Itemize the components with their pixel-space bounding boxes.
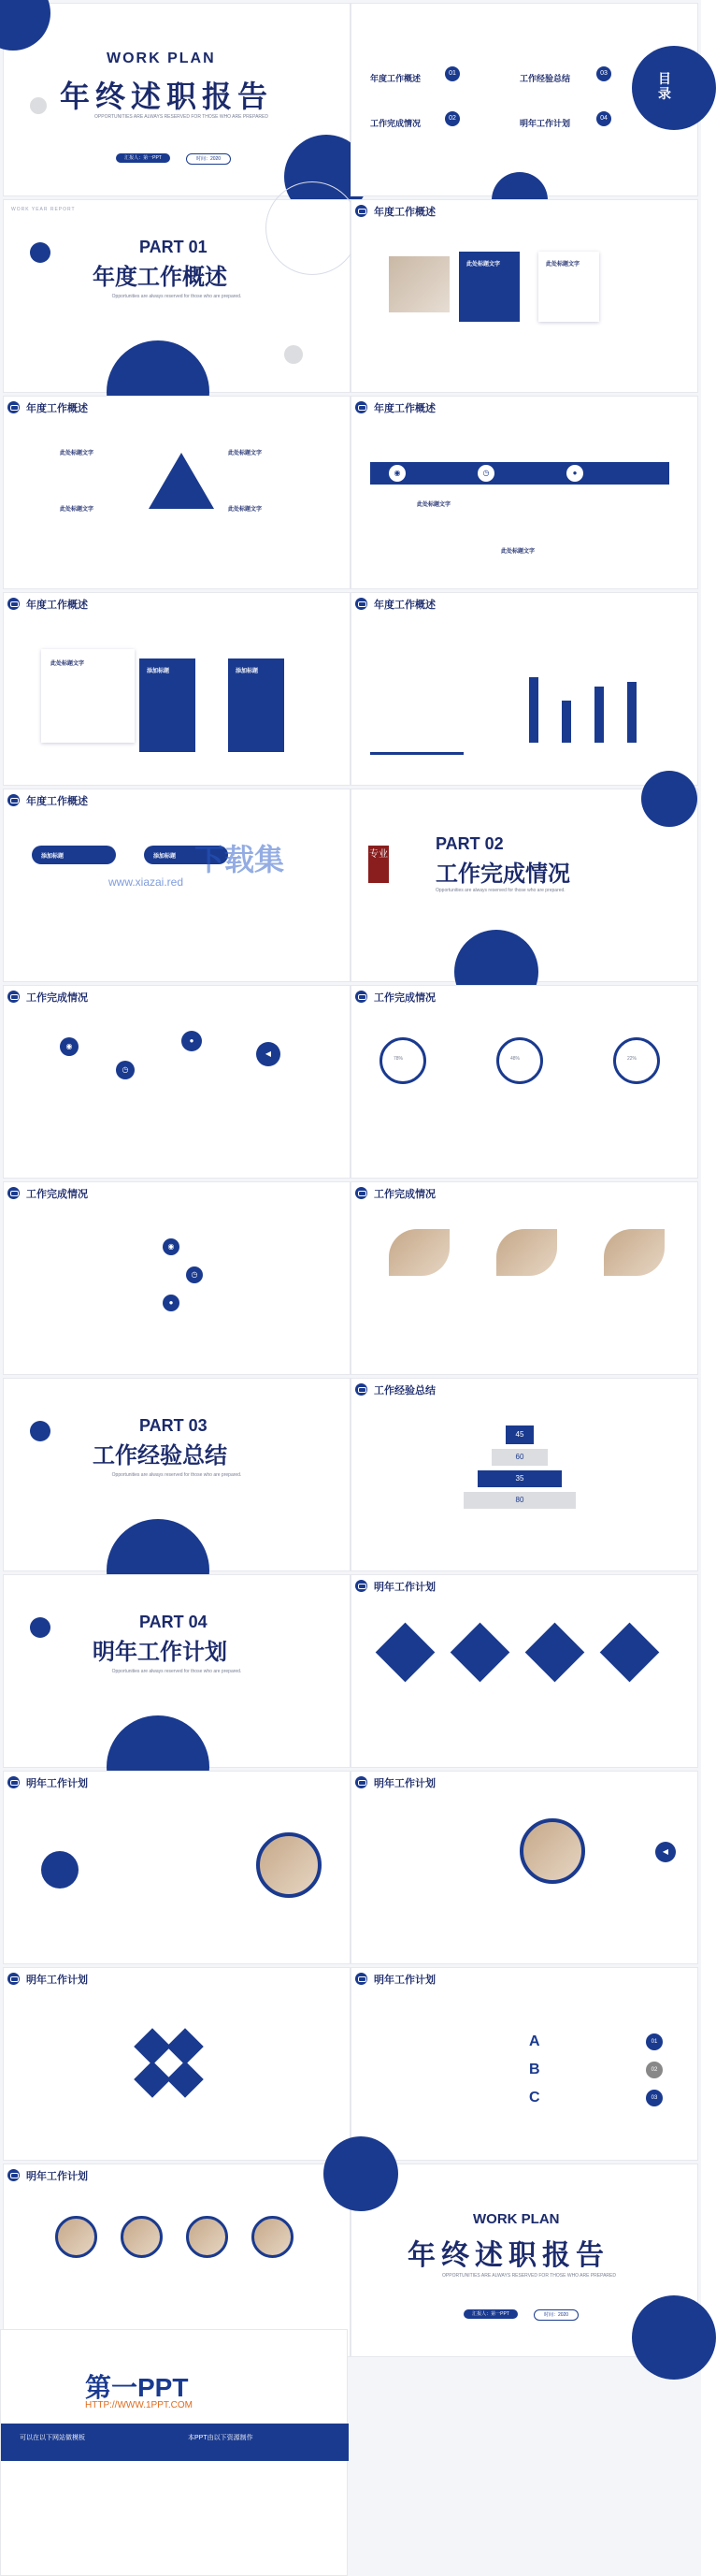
footer-brand: 第一PPT	[85, 2373, 189, 2402]
completion-slide-3[interactable]: 工作完成情况 ◉ ◷ ●	[3, 1181, 351, 1375]
seal: 专业	[368, 846, 389, 883]
overview-slide-3[interactable]: 年度工作概述 ◉ ◷ ● 此处标题文字 此处标题文字	[351, 396, 698, 589]
toc-num-4: 04	[596, 111, 611, 126]
overview-chart-slide[interactable]: 年度工作概述	[351, 592, 698, 786]
overview-slide-2[interactable]: 年度工作概述 此处标题文字 此处标题文字 此处标题文字 此处标题文字	[3, 396, 351, 589]
cover-title-cn: 年终述职报告	[60, 80, 274, 113]
toc-item-2[interactable]: 工作经验总结	[520, 74, 571, 83]
part2-slide[interactable]: PART 02 工作完成情况 Opportunities are always reserved for those who are prepared. 下载集 www.xiazai.red 专业	[351, 789, 698, 982]
part1-slide[interactable]: WORK YEAR REPORT PART 01 年度工作概述 Opportunities are always reserved for those who are prepared.	[3, 199, 351, 393]
plan-slide-6[interactable]: 明年工作计划	[3, 2164, 351, 2357]
part1-label: PART 01	[139, 238, 208, 256]
watermark-url: www.xiazai.red	[108, 876, 184, 889]
part1-sub: Opportunities are always reserved for those who are prepared.	[111, 294, 242, 299]
cover-sub: OPPORTUNITIES ARE ALWAYS RESERVED FOR THOSE WHO ARE PREPARED	[94, 114, 268, 120]
plan-slide-4[interactable]: 明年工作计划	[3, 1967, 351, 2161]
toc-num-1: 01	[445, 66, 460, 81]
cover-title-en: WORK PLAN	[107, 51, 216, 66]
part2-label: PART 02	[436, 834, 504, 853]
toc-item-4[interactable]: 明年工作计划	[520, 119, 571, 128]
toc-item-1[interactable]: 年度工作概述	[370, 74, 422, 83]
footer-panel: 第一PPT HTTP://WWW.1PPT.COM 可以在以下网站做模板 本PPT由以下资源制作	[0, 2329, 348, 2576]
reporter-pill: 汇报人：第一PPT	[116, 153, 170, 163]
completion-slide-4[interactable]: 工作完成情况	[351, 1181, 698, 1375]
date-pill: 时间：2020	[186, 153, 231, 165]
plan-slide-2[interactable]: 明年工作计划	[3, 1771, 351, 1964]
toc-num-2: 02	[445, 111, 460, 126]
office-photo	[389, 256, 450, 312]
toc-item-3[interactable]: 工作完成情况	[370, 119, 422, 128]
overview-slide-4[interactable]: 年度工作概述 此处标题文字 添加标题 添加标题	[3, 592, 351, 786]
part2-title: 工作完成情况	[436, 861, 570, 887]
toc-num-3: 03	[596, 66, 611, 81]
watermark-cn: 下载集	[193, 843, 284, 876]
part1-title: 年度工作概述	[93, 265, 227, 290]
toc-label: 目录	[658, 71, 671, 101]
plan-slide-1[interactable]: 明年工作计划	[351, 1574, 698, 1768]
ending-slide[interactable]: WORK PLAN 年终述职报告 OPPORTUNITIES ARE ALWAYS RESERVED FOR THOSE WHO ARE PREPARED 汇报人：第一PPT 时间：2020	[351, 2164, 698, 2357]
experience-slide[interactable]: 工作经验总结 45 60 35 80	[351, 1378, 698, 1571]
footer-url[interactable]: HTTP://WWW.1PPT.COM	[85, 2400, 193, 2410]
plan-slide-3[interactable]: 明年工作计划 ◀	[351, 1771, 698, 1964]
overview-slide-5[interactable]: 年度工作概述 添加标题 添加标题	[3, 789, 351, 982]
overview-slide-1[interactable]: 年度工作概述 此处标题文字 此处标题文字	[351, 199, 698, 393]
completion-slide-1[interactable]: 工作完成情况 ◉ ◷ ● ◀	[3, 985, 351, 1179]
completion-slide-2[interactable]: 工作完成情况 78% 48% 22%	[351, 985, 698, 1179]
cover-slide[interactable]	[3, 3, 351, 196]
toc-slide[interactable]	[351, 3, 698, 196]
plan-slide-5[interactable]: 明年工作计划 A B C 01 02 03	[351, 1967, 698, 2161]
part4-slide[interactable]: PART 04 明年工作计划 Opportunities are always reserved for those who are prepared.	[3, 1574, 351, 1768]
part3-slide[interactable]: PART 03 工作经验总结 Opportunities are always reserved for those who are prepared.	[3, 1378, 351, 1571]
